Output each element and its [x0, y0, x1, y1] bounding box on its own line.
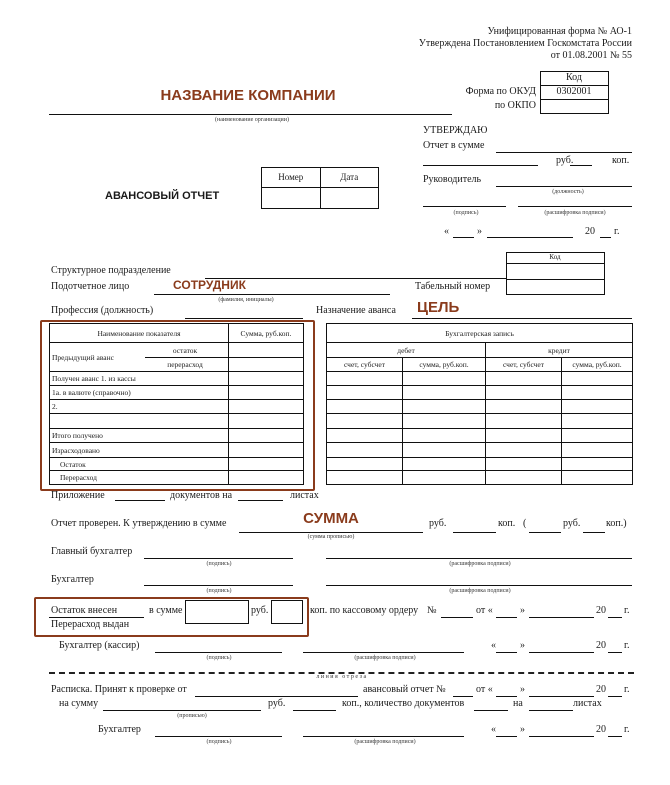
rub-label: руб. — [268, 698, 286, 709]
year-suffix: г. — [624, 724, 630, 735]
attachment-label: Приложение — [51, 490, 105, 501]
code-label: Код — [566, 72, 582, 83]
rub-label: руб. — [251, 605, 269, 616]
year-suffix: г. — [624, 640, 630, 651]
accounting-entry-table — [326, 323, 633, 485]
approve-title: УТВЕРЖДАЮ — [423, 125, 488, 136]
decoding-caption: (расшифровка подписи) — [354, 655, 416, 661]
decoding-caption: (расшифровка подписи) — [449, 588, 511, 594]
year-prefix: 20 — [596, 605, 606, 616]
credit-amount-header: сумма, руб.коп. — [562, 358, 633, 372]
quote-open: « — [491, 640, 496, 651]
col-indicator: Наименование показателя — [50, 324, 229, 343]
debit-account-header: счет, субсчет — [327, 358, 403, 372]
year-suffix: г. — [624, 684, 630, 695]
row-label: Остаток — [50, 458, 229, 471]
col-sum: Сумма, руб.коп. — [229, 324, 304, 343]
debit-header: дебет — [327, 343, 486, 358]
accounting-title: Бухгалтерская запись — [327, 324, 633, 343]
person-code-label: Код — [549, 253, 561, 261]
from-quote: от « — [476, 605, 493, 616]
person-value: СОТРУДНИК — [173, 278, 246, 292]
form-date: от 01.08.2001 № 55 — [550, 50, 632, 61]
rub-label: руб. — [429, 518, 447, 529]
tab-number-label: Табельный номер — [415, 281, 491, 292]
quote-close: » — [520, 684, 525, 695]
prev-remainder-label: остаток — [172, 346, 198, 355]
prev-overspend-label: перерасход — [167, 360, 203, 369]
person-label: Подотчетное лицо — [51, 281, 130, 292]
sum-caption: (сумма прописью) — [307, 534, 355, 540]
report-title: АВАНСОВЫЙ ОТЧЕТ — [105, 190, 220, 202]
date-header: Дата — [320, 168, 379, 188]
receipt-accountant-label: Бухгалтер — [98, 724, 141, 735]
purpose-value: ЦЕЛЬ — [417, 299, 460, 316]
row-label: 2. — [50, 400, 229, 414]
purpose-label: Назначение аванса — [316, 305, 396, 316]
year-prefix: 20 — [585, 226, 595, 237]
kop-label: коп. — [498, 518, 516, 529]
okud-label: Форма по ОКУД — [465, 86, 536, 97]
company-name: НАЗВАНИЕ КОМПАНИИ — [160, 87, 336, 104]
decoding-caption: (расшифровка подписи) — [449, 561, 511, 567]
receipt-sheets-label: листах — [573, 698, 602, 709]
prev-advance-label: Предыдущий аванс — [52, 353, 114, 362]
year-suffix: г. — [624, 605, 630, 616]
number-date-table — [261, 167, 379, 209]
dept-label: Структурное подразделение — [51, 265, 171, 276]
row-label: Израсходовано — [50, 443, 229, 458]
receipt-docs-label: коп., количество документов — [342, 698, 465, 709]
quote-close: » — [520, 640, 525, 651]
receipt-report-no: авансовый отчет № — [363, 684, 446, 695]
signature-caption: (подпись) — [206, 561, 232, 567]
approve-sum-label: Отчет в сумме — [423, 140, 485, 151]
signature-caption: (подпись) — [453, 210, 479, 216]
cash-order-label: коп. по кассовому ордеру — [310, 605, 419, 616]
rub-label: руб. — [563, 518, 581, 529]
receipt-label: Расписка. Принят к проверке от — [51, 684, 187, 695]
signature-caption: (подпись) — [206, 588, 232, 594]
attachment-docs-label: документов на — [170, 490, 233, 501]
from-quote: от « — [476, 684, 493, 695]
row-label: Итого получено — [50, 429, 229, 443]
words-caption: (прописью) — [177, 713, 207, 719]
number-header: Номер — [262, 168, 321, 188]
paren-open: ( — [523, 518, 527, 529]
year-prefix: 20 — [596, 724, 606, 735]
row-label: Получен аванс 1. из кассы — [50, 372, 229, 386]
quote-open: « — [491, 724, 496, 735]
decoding-caption: (расшифровка подписи) — [354, 739, 416, 745]
remainder-deposited-label: Остаток внесен — [51, 605, 118, 616]
chief-accountant-label: Главный бухгалтер — [51, 546, 133, 557]
signature-caption: (подпись) — [206, 739, 232, 745]
okpo-label: по ОКПО — [494, 100, 536, 111]
cut-line-label: линия отреза — [316, 674, 368, 680]
sum-value: СУММА — [303, 510, 359, 527]
decoding-caption: (расшифровка подписи) — [544, 210, 606, 216]
receipt-sum-label: на сумму — [59, 698, 99, 709]
okud-value: 0302001 — [556, 86, 592, 97]
accountant-label: Бухгалтер — [51, 574, 94, 585]
profession-label: Профессия (должность) — [51, 305, 154, 316]
org-caption: (наименование организации) — [215, 117, 289, 123]
in-sum-label: в сумме — [149, 605, 183, 616]
head-label: Руководитель — [423, 174, 482, 185]
receipt-on-label: на — [513, 698, 523, 709]
year-prefix: 20 — [596, 684, 606, 695]
quote-close: » — [520, 724, 525, 735]
row-label: 1а. в валюте (справочно) — [50, 386, 229, 400]
credit-header: кредит — [486, 343, 633, 358]
highlight-advance-table — [40, 320, 315, 491]
kop-label: коп. — [612, 155, 630, 166]
attachment-sheets-label: листах — [290, 490, 319, 501]
name-caption: (фамилия, инициалы) — [218, 297, 274, 303]
form-number: Унифицированная форма № АО-1 — [487, 26, 632, 37]
highlight-remainder — [34, 597, 309, 637]
form-approval: Утверждена Постановлением Госкомстата России — [418, 38, 632, 49]
position-caption: (должность) — [552, 189, 584, 195]
kop-close-label: коп.) — [606, 518, 627, 529]
cashier-label: Бухгалтер (кассир) — [59, 640, 140, 651]
checked-label: Отчет проверен. К утверждению в сумме — [51, 518, 227, 529]
overspend-issued-label: Перерасход выдан — [51, 619, 130, 630]
signature-caption: (подпись) — [206, 655, 232, 661]
credit-account-header: счет, субсчет — [486, 358, 562, 372]
quote-open: « — [444, 226, 449, 237]
quote-close: » — [520, 605, 525, 616]
debit-amount-header: сумма, руб.коп. — [403, 358, 486, 372]
year-suffix: г. — [614, 226, 620, 237]
row-label: Перерасход — [50, 471, 229, 485]
number-sign: № — [427, 605, 437, 616]
year-prefix: 20 — [596, 640, 606, 651]
rub-label: руб. — [556, 155, 574, 166]
quote-close: » — [477, 226, 482, 237]
